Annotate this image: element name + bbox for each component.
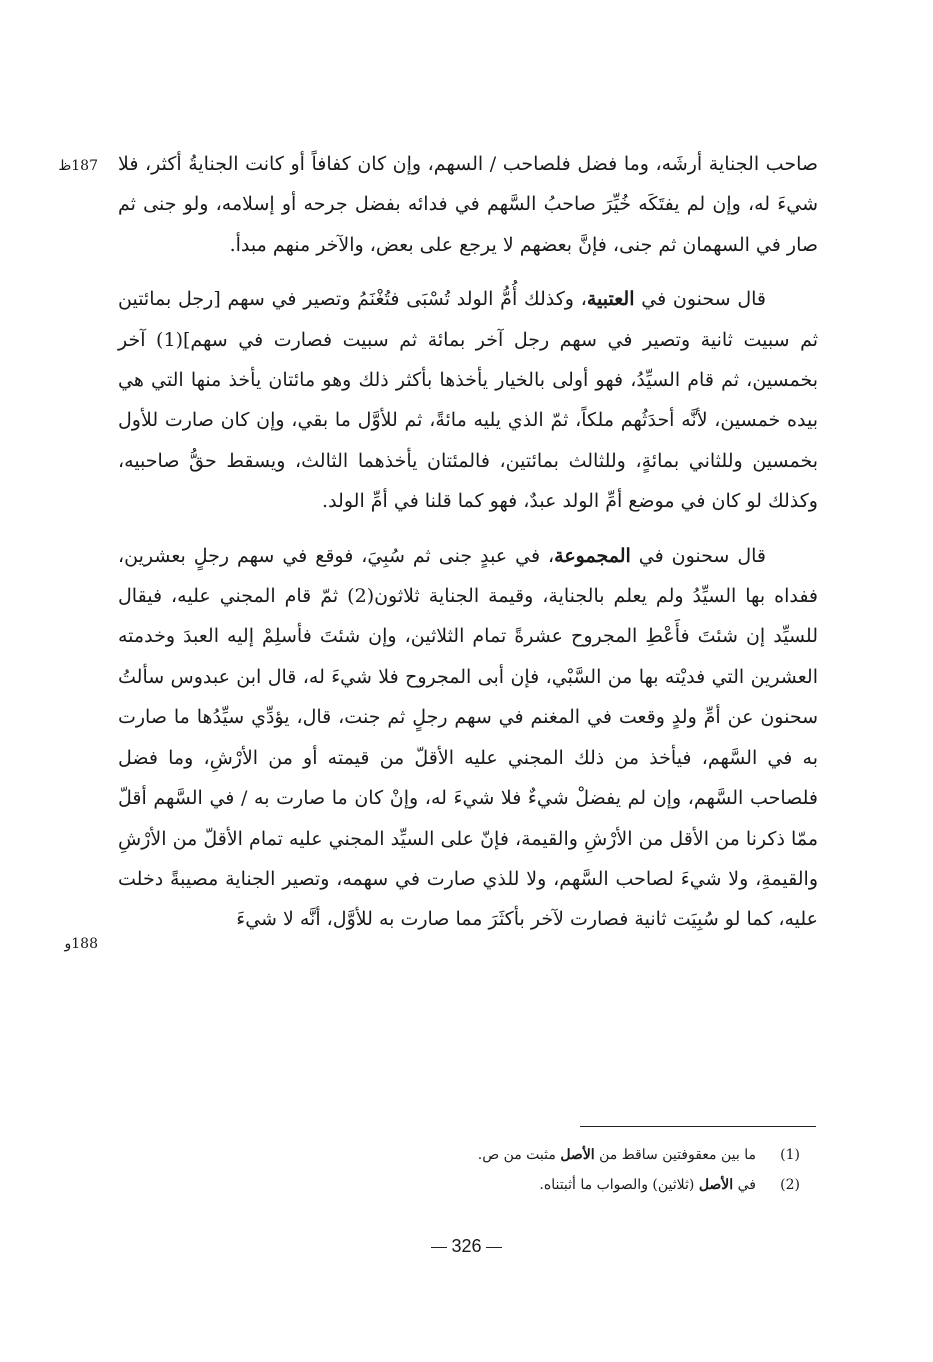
page-number: 326 [0, 1236, 933, 1257]
margin-folio-note: 187ظ [58, 158, 98, 174]
source-title: المجموعة [554, 544, 631, 567]
footnote-divider [580, 1126, 816, 1127]
footnote-number: (2) [780, 1177, 800, 1193]
source-title: العتبية [586, 288, 635, 311]
main-text [118, 144, 818, 940]
footnote-text: في الأصل (ثلاثين) والصواب ما أثبتناه. [539, 1177, 756, 1193]
margin-folio-note: 188و [64, 936, 98, 952]
footnote-number: (1) [780, 1147, 800, 1163]
page-number-dash [486, 1247, 502, 1248]
footnotes [380, 1140, 800, 1200]
page-number-dash [431, 1247, 447, 1248]
footnote [380, 1170, 800, 1200]
paragraph: صاحب الجناية أرشَه، وما فضل فلصاحب / السهم، وإن كان كفافاً أو كانت الجنايةُ أكثر، فلا شيءَ له، وإن لم يفتَكَه خُيِّرَ صاحبُ السَّهم في فدائه بفضل جرحه أو إسلامه، ولو جنى ثم صار في السهمان ثم جنى، فإنَّ بعضهم لا يرجع على بعض، والآخر منهم مبدأ. [118, 153, 818, 256]
paragraph: قال سحنون في المجموعة، في عبدٍ جنى ثم سُبِيَ، فوقع في سهم رجلٍ بعشرين، ففداه بها السيِّدُ ولم يعلم بالجناية، وقيمة الجناية ثلاثون(2) ثمّ قام المجني عليه، فيقال للسيِّد إن شئتَ فأَعْطِ المجروح عشرةً تمام الثلاثين، وإن شئتَ فأسلِمْ إليه العبدَ وخدمته العشرين التي فديْته بها من السَّبْي، فإن أبى المجروح فلا شيءَ له، قال ابن عبدوس سألتُ سحنون عن أمِّ ولدٍ وقعت في المغنم في سهم رجلٍ ثم جنت، قال، يؤدِّي سيِّدُها ما صارت به في السَّهم، فيأخذ من ذلك المجني عليه الأقلّ من قيمته أو من الأرْشِ، وما فضل فلصاحب السَّهم، وإن لم يفضلْ شيءٌ فلا شيءَ له، وإنْ كان ما صارت به / في السَّهم أقلّ ممّا ذكرنا من الأقل من الأرْشِ والقيمة، فإنّ على السيِّد المجني عليه تمام الأقلّ من الأرْشِ والقيمةِ، ولا شيءَ لصاحب السَّهم، ولا للذي صارت في سهمه، وتصير الجناية مصيبةً دخلت عليه، كما لو سُبِيَت ثانية فصارت لآخر بأكثَرَ مما صارت به للأوَّل، أنَّه لا شيءَ [118, 544, 819, 931]
footnote-text: ما بين معقوفتين ساقط من الأصل مثبت من ص. [477, 1147, 756, 1163]
footnote [380, 1140, 800, 1170]
paragraph: قال سحنون في العتبية، وكذلك أُمُّ الولد تُسْبَى فتُغْنَمُ وتصير في سهم [رجل بمائتين ثم سبيت ثانية وتصير في سهم رجل آخر بمائة ثم سبيت فصارت في سهم](1) آخر بخمسين، ثم قام السيِّدُ، فهو أولى بالخيار يأخذها بأكثر ذلك وهو مائتان يأخذ منها التي هي بيده خمسين، لأنَّه أحدَثُهم ملكاً، ثمّ الذي يليه مائةً، ثم للأوَّل ما بقي، وإن كان صارت للأول بخمسين وللثاني بمائةٍ، وللثالث بمائتين، فالمئتان يأخذهما الثالث، ويسقط حقُّ صاحبيه، وكذلك لو كان في موضع أمِّ الولد عبدٌ، فهو كما قلنا في أمِّ الولد. [118, 288, 818, 513]
